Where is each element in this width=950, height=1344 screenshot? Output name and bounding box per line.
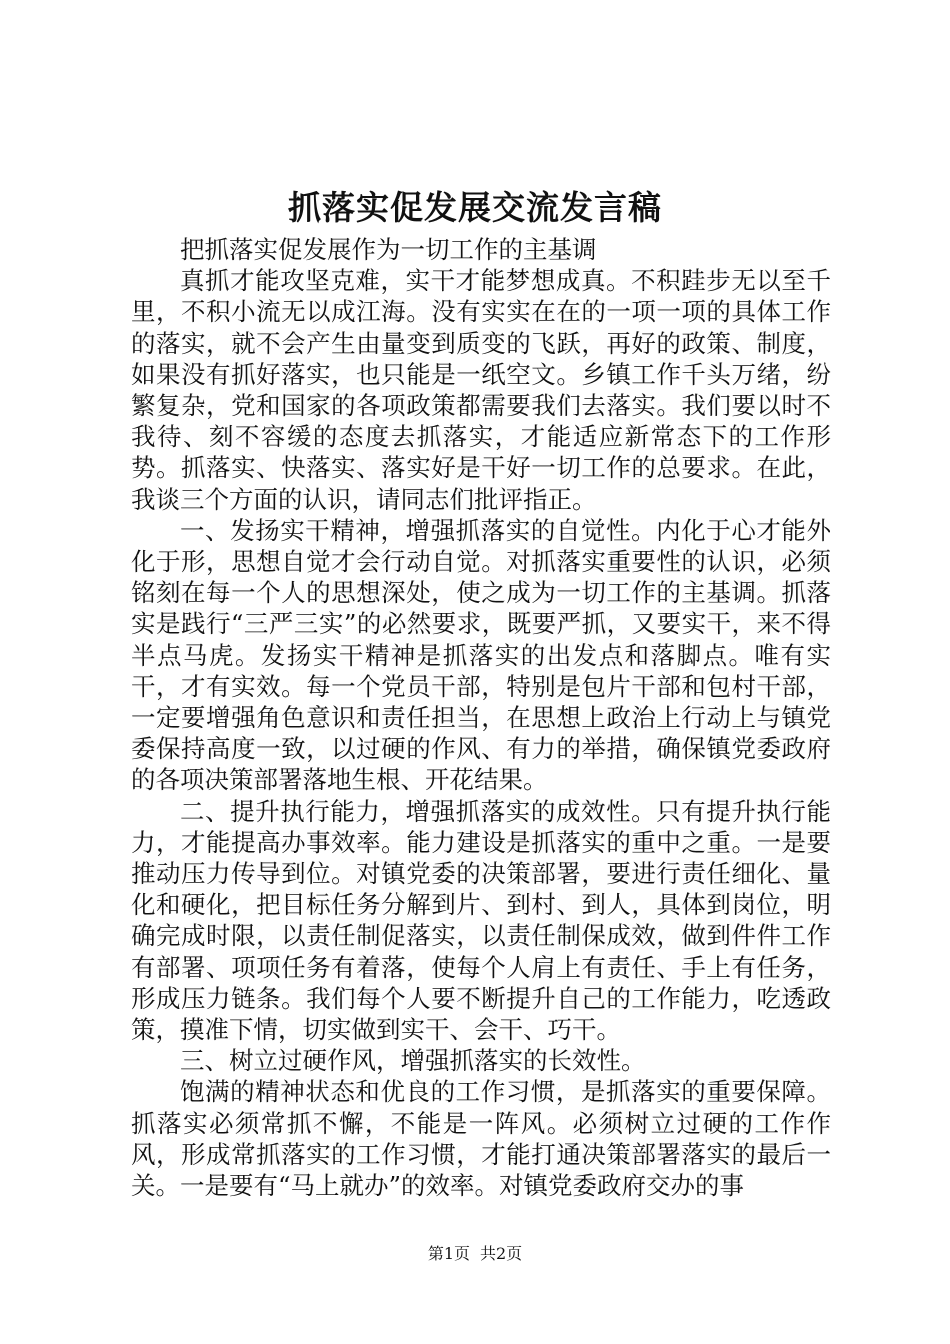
page-total: 共2页 (480, 1244, 523, 1263)
body-paragraph: 一、发扬实干精神，增强抓落实的自觉性。内化于心才能外化于形，思想自觉才会行动自觉。对抓落实重要性的认识，必须铭刻在每一个人的思想深处，使之成为一切工作的主基调。抓落实是践行“三严三实”的必然要求，既要严抓，又要实干，来不得半点马虎。发扬实干精神是抓落实的出发点和落脚点。唯有实干，才有实效。每一个党员干部，特别是包片干部和包村干部，一定要增强角色意识和责任担当，在思想上政治上行动上与镇党委保持高度一致，以过硬的作风、有力的举措，确保镇党委政府的各项决策部署落地生根、开花结果。 (131, 515, 831, 795)
document-body (131, 234, 831, 1201)
body-paragraph: 真抓才能攻坚克难，实干才能梦想成真。不积跬步无以至千里，不积小流无以成江海。没有实实在在的一项一项的具体工作的落实，就不会产生由量变到质变的飞跃，再好的政策、制度，如果没有抓好落实，也只能是一纸空文。乡镇工作千头万绪，纷繁复杂，党和国家的各项政策都需要我们去落实。我们要以时不我待、刻不容缓的态度去抓落实，才能适应新常态下的工作形势。抓落实、快落实、落实好是干好一切工作的总要求。在此，我谈三个方面的认识，请同志们批评指正。 (131, 266, 831, 514)
document-title: 抓落实促发展交流发言稿 (288, 188, 662, 227)
page-number: 第1页 (427, 1244, 470, 1263)
subtitle-paragraph: 把抓落实促发展作为一切工作的主基调 (180, 235, 597, 264)
body-paragraph: 饱满的精神状态和优良的工作习惯，是抓落实的重要保障。抓落实必须常抓不懈，不能是一阵风。必须树立过硬的工作作风，形成常抓落实的工作习惯，才能打通决策部署落实的最后一关。一是要有“马上就办”的效率。对镇党委政府交办的事 (131, 1077, 831, 1201)
section-heading: 三、树立过硬作风，增强抓落实的长效性。 (180, 1046, 646, 1076)
page-footer (0, 1244, 950, 1264)
body-paragraph: 二、提升执行能力，增强抓落实的成效性。只有提升执行能力，才能提高办事效率。能力建设是抓落实的重中之重。一是要推动压力传导到位。对镇党委的决策部署，要进行责任细化、量化和硬化，把目标任务分解到片、到村、到人，具体到岗位，明确完成时限，以责任制促落实，以责任制保成效，做到件件工作有部署、项项任务有着落，使每个人肩上有责任、手上有任务，形成压力链条。我们每个人要不断提升自己的工作能力，吃透政策，摸准下情，切实做到实干、会干、巧干。 (131, 796, 831, 1045)
